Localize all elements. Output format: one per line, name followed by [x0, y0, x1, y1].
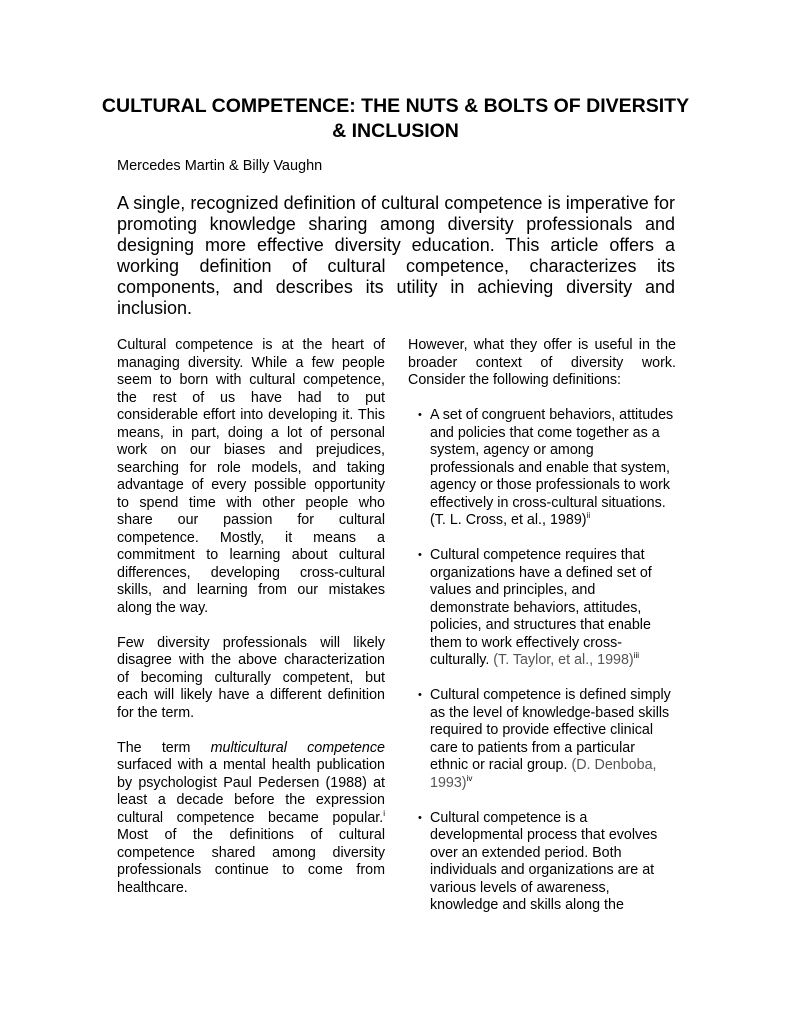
citation: (T. Taylor, et al., 1998): [493, 652, 634, 668]
paragraph-1: Cultural competence is at the heart of managing diversity. While a few people seem to born with cultural competence, the rest of us have had to put considerable effort into developing it. This means, in part, doing a lot of personal work on our biases and prejudices, searching for role models, and taking advantage of every possible opportunity to spend time with other people who share our passion for cultural competence. Mostly, it means a commitment to learning about cultural differences, developing cross-cultural skills, and learning from our mistakes along the way.: [117, 337, 385, 616]
definition-text: Cultural competence is defined simply as the level of knowledge-based skills required to provide effective clinical care to patients from a particular ethnic or racial group.: [430, 687, 671, 773]
right-column: [408, 337, 676, 932]
endnote-ref[interactable]: i: [383, 808, 385, 818]
definition-text: A set of congruent behaviors, attitudes and policies that come together as a system, agency or among professionals and enable that system, agency or those professionals to work effectively in cross-cultural situations. (T. L. Cross, et al., 1989): [430, 407, 674, 528]
left-column: [117, 337, 385, 897]
endnote-ref[interactable]: iii: [633, 651, 640, 661]
endnote-ref[interactable]: ii: [586, 511, 591, 521]
authors: Mercedes Martin & Billy Vaughn: [117, 158, 323, 174]
p3-text-2: surfaced with a mental health publication by psychologist Paul Pedersen (1988) at least a decade before the expression cultural competence became popular.: [117, 757, 385, 826]
citation: (D. Denboba, 1993): [430, 757, 657, 791]
list-item: [408, 407, 676, 530]
paragraph-3: [117, 740, 385, 898]
list-item: [408, 810, 676, 915]
bullet-icon: •: [418, 549, 422, 561]
endnote-ref[interactable]: iv: [466, 773, 473, 783]
definition-text: Cultural competence is a developmental process that evolves over an extended period. Both individuals and organizations are at various levels of awareness, knowledge and skills along the: [430, 809, 658, 913]
article-title: CULTURAL COMPETENCE: THE NUTS & BOLTS OF DIVERSITY & INCLUSION: [101, 95, 690, 142]
p3-text-1: The term: [117, 739, 211, 756]
bullet-icon: •: [418, 409, 422, 421]
definitions-intro: However, what they offer is useful in the broader context of diversity work. Consider the following definitions:: [408, 337, 676, 388]
definitions-list: [408, 407, 676, 915]
p3-italic-term: multicultural competence: [210, 739, 385, 756]
bullet-icon: •: [418, 689, 422, 701]
list-item: [408, 547, 676, 670]
bullet-icon: •: [418, 811, 422, 824]
list-item: [408, 687, 676, 792]
p3-text-3: Most of the definitions of cultural competence shared among diversity professionals continue to come from healthcare.: [117, 827, 385, 896]
definition-text: Cultural competence requires that organizations have a defined set of values and principles, and demonstrate behaviors, attitudes, policies, and structures that enable them to work effectively cross-culturally.: [430, 547, 652, 668]
abstract: A single, recognized definition of cultural competence is imperative for promoting knowledge sharing among diversity professionals and designing more effective diversity education. This article offers a working definition of cultural competence, characterizes its components, and describes its utility in achieving diversity and inclusion.: [117, 193, 675, 318]
paragraph-2: Few diversity professionals will likely disagree with the above characterization of becoming culturally competent, but each will likely have a different definition for the term.: [117, 634, 385, 721]
